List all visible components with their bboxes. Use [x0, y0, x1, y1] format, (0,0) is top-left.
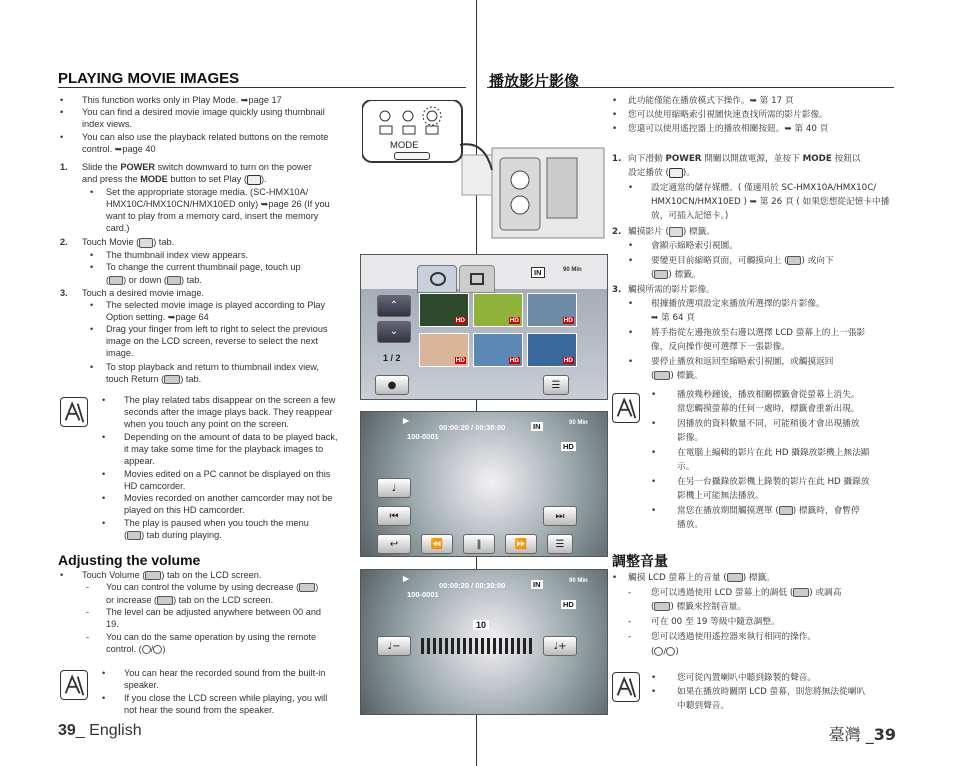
- thumbnail[interactable]: HD: [419, 333, 469, 367]
- volume-decrease-icon: [299, 583, 315, 592]
- file-number: 100-0001: [407, 432, 439, 441]
- movie-tab-icon: [139, 238, 153, 248]
- quality-badge: HD: [563, 600, 574, 609]
- thumbnail[interactable]: HD: [473, 333, 523, 367]
- thumbnail[interactable]: HD: [527, 293, 577, 327]
- playback-screen: [360, 411, 608, 557]
- remote-volume-down-icon: [666, 647, 675, 656]
- volume-button[interactable]: ♩: [377, 478, 411, 498]
- remote-volume-down-icon: [153, 645, 162, 654]
- volume-decrease-button[interactable]: ♩−: [377, 636, 411, 656]
- up-tab-icon: [109, 276, 123, 285]
- record-mode-button[interactable]: ●: [375, 375, 409, 395]
- return-tab-icon: [654, 371, 670, 380]
- note-icon: [612, 393, 640, 423]
- volume-level: 10: [473, 620, 489, 630]
- menu-button[interactable]: ☰: [543, 375, 569, 395]
- note-icon: [60, 670, 88, 700]
- page-up-button[interactable]: ⌃: [377, 295, 411, 317]
- return-tab-icon: [164, 375, 180, 384]
- playback-time: 00:00:20 / 00:30:00: [439, 423, 506, 432]
- mode-button-label: MODE: [390, 140, 419, 151]
- en-title-rule: [58, 87, 466, 88]
- remaining-time: 90 Min: [563, 267, 582, 273]
- remaining-time: 90 Min: [569, 578, 588, 584]
- zh-footer: 臺灣 _39: [828, 725, 896, 744]
- en-footer: 39_ English: [58, 722, 142, 739]
- volume-tab-icon: [727, 573, 743, 582]
- fast-forward-button[interactable]: ⏩: [505, 534, 537, 554]
- play-indicator: ▶: [403, 574, 409, 583]
- zh-volume-title: 調整音量: [612, 554, 668, 570]
- storage-indicator: IN: [533, 580, 541, 589]
- down-tab-icon: [654, 270, 668, 279]
- volume-screen: [360, 569, 608, 715]
- down-tab-icon: [167, 276, 181, 285]
- thumbnail[interactable]: HD: [527, 333, 577, 367]
- thumbnail-index-screen: [360, 254, 608, 400]
- volume-increase-icon: [654, 602, 670, 611]
- return-button[interactable]: ↩: [377, 534, 411, 554]
- remote-volume-up-icon: [142, 645, 151, 654]
- skip-back-button[interactable]: ⏮: [377, 506, 411, 526]
- play-mode-icon: [247, 175, 261, 185]
- volume-increase-button[interactable]: ♩+: [543, 636, 577, 656]
- pause-button[interactable]: ‖: [463, 534, 495, 554]
- rewind-button[interactable]: ⏪: [421, 534, 453, 554]
- up-tab-icon: [787, 256, 801, 265]
- volume-increase-icon: [157, 596, 173, 605]
- zh-section-title: 播放影片影像: [489, 72, 580, 90]
- page-indicator: 1 / 2: [383, 353, 401, 363]
- tab-photo[interactable]: [459, 265, 495, 293]
- storage-indicator: IN: [531, 267, 545, 278]
- en-volume-title: Adjusting the volume: [58, 552, 201, 568]
- thumbnail[interactable]: HD: [473, 293, 523, 327]
- note-icon: [612, 672, 640, 702]
- skip-forward-button[interactable]: ⏭: [543, 506, 577, 526]
- file-number: 100-0001: [407, 590, 439, 599]
- thumbnail[interactable]: HD: [419, 293, 469, 327]
- movie-tab-icon: [669, 227, 683, 237]
- remaining-time: 90 Min: [569, 420, 588, 426]
- menu-tab-icon: [127, 531, 141, 540]
- volume-tab-icon: [145, 571, 161, 580]
- tab-movie[interactable]: [417, 265, 457, 293]
- menu-tab-icon: [779, 506, 793, 515]
- en-section-title: PLAYING MOVIE IMAGES: [58, 70, 240, 87]
- quality-badge: HD: [563, 442, 574, 451]
- play-indicator: ▶: [403, 416, 409, 425]
- mode-button[interactable]: [394, 152, 430, 160]
- page-down-button[interactable]: ⌄: [377, 321, 411, 343]
- menu-button[interactable]: ☰: [547, 534, 573, 554]
- volume-meter: [421, 638, 533, 654]
- note-icon: [60, 397, 88, 427]
- playback-time: 00:00:20 / 00:30:00: [439, 581, 506, 590]
- camcorder-illustration: [362, 100, 606, 240]
- storage-indicator: IN: [533, 422, 541, 431]
- play-mode-icon: [669, 168, 683, 178]
- photo-icon: [470, 273, 484, 285]
- movie-icon: [430, 272, 446, 286]
- volume-decrease-icon: [793, 588, 809, 597]
